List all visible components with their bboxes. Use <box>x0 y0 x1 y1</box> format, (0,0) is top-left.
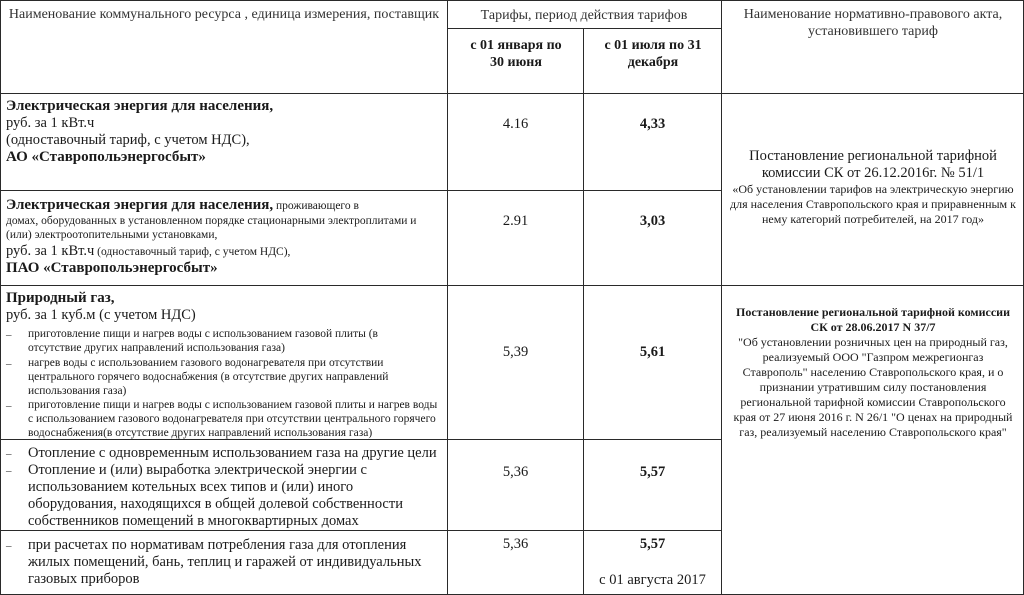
header-act: Наименование нормативно-правового акта, установившего тариф <box>743 7 1003 39</box>
bullet-dash: – <box>6 448 12 460</box>
row-title: Природный газ, <box>6 290 115 306</box>
row-title: Электрическая энергия для населения, <box>6 98 274 114</box>
grid-line <box>0 93 1024 94</box>
value-period-1: 5,36 <box>502 536 529 552</box>
list-item: приготовление пищи и нагрев воды с использованием газовой плиты и нагрев воды с использованием газового водонагревателя при отсутствии центрального горячего водоснабжения(в отсутствие других направлений использования газа) <box>28 399 438 439</box>
bullet-dash: – <box>6 329 12 341</box>
act-gas <box>730 305 1016 440</box>
grid-line <box>447 0 448 595</box>
bullet-dash: – <box>6 465 12 477</box>
header-period-1: с 01 января по 30 июня <box>470 38 562 70</box>
bullet-dash: – <box>6 358 12 370</box>
list-item: Отопление и (или) выработка электрической энергии с использованием котельных всех типов и (или) иного оборудования, находящихся в общей долевой собственности собственников помещений в многоквартирных домах <box>28 462 403 529</box>
row-desc: домах, оборудованных в установленном порядке стационарными электроплитами и (или) электроотопительными установками, <box>6 215 417 241</box>
row-title-tail: проживающего в <box>273 200 359 212</box>
value-period-2: 5,61 <box>639 344 666 360</box>
value-period-2-note: с 01 августа 2017 <box>599 572 706 588</box>
grid-line <box>0 285 1024 286</box>
list-item: Отопление с одновременным использованием газа на другие цели <box>28 445 437 461</box>
act-main: Постановление региональной тарифной комиссии СК от 28.06.2017 N 37/7 <box>736 305 1010 334</box>
row-unit: руб. за 1 куб.м (с учетом НДС) <box>6 307 196 323</box>
row-electricity-stoves <box>6 196 442 277</box>
header-resource: Наименование коммунального ресурса , единица измерения, поставщик <box>8 7 440 22</box>
value-period-1: 2.91 <box>502 213 529 229</box>
grid-line <box>447 28 721 29</box>
row-note: (одноставочный тариф, с учетом НДС), <box>6 132 250 148</box>
row-unit-note: (одноставочный тариф, с учетом НДС), <box>94 246 291 258</box>
grid-line <box>721 0 722 595</box>
grid-line <box>0 190 722 191</box>
value-period-2: 4,33 <box>639 116 666 132</box>
act-sub: «Об установлении тарифов на электрическую энергию для населения Ставропольского края и приравненным к нему категорий потребителей, на 2017 год» <box>730 182 1016 226</box>
grid-line <box>0 0 1024 1</box>
row-title: Электрическая энергия для населения, <box>6 197 274 213</box>
value-period-1: 5,36 <box>502 464 529 480</box>
row-unit: руб. за 1 кВт.ч <box>6 243 95 259</box>
row-electricity <box>6 98 442 166</box>
row-supplier: ПАО «Ставропольэнергосбыт» <box>6 260 218 276</box>
list-item: нагрев воды с использованием газового водонагревателя при отсутствии центрального горячего водоснабжения (в отсутствие других направлений использования газа) <box>28 357 389 397</box>
grid-line <box>0 0 1 595</box>
row-unit: руб. за 1 кВт.ч <box>6 115 95 131</box>
row-supplier: АО «Ставропольэнергосбыт» <box>6 149 206 165</box>
list-item: приготовление пищи и нагрев воды с использованием газовой плиты (в отсутствие других направлений использования газа) <box>28 328 378 354</box>
bullet-dash: – <box>6 540 12 552</box>
value-period-2: 5,57 <box>639 464 666 480</box>
grid-line <box>583 28 584 595</box>
row-gas <box>6 290 442 324</box>
value-period-2: 3,03 <box>639 213 666 229</box>
bullet-dash: – <box>6 400 12 412</box>
value-period-2: 5,57 <box>639 536 666 552</box>
header-tariffs: Тарифы, период действия тарифов <box>480 8 688 23</box>
act-electricity <box>725 148 1021 227</box>
value-period-1: 5,39 <box>502 344 529 360</box>
act-main: Постановление региональной тарифной комиссии СК от 26.12.2016г. № 51/1 <box>749 148 997 181</box>
act-sub: "Об установлении розничных цен на природный газ, реализуемый ООО "Газпром межрегионгаз Ставрополь" населению Ставропольского края, и о признании утратившим силу постановления региональной тарифной комиссии Ставропольского края от 27 июня 2016 г. N 26/1 "О ценах на природный газ, реализуемый населению Ставропольского края" <box>733 335 1013 439</box>
list-item: при расчетах по нормативам потребления газа для отопления жилых помещений, бань, теплиц и гаражей от индивидуальных газовых приборов <box>28 537 422 587</box>
grid-line <box>0 530 722 531</box>
value-period-1: 4.16 <box>502 116 529 132</box>
header-period-2: с 01 июля по 31 декабря <box>604 38 702 70</box>
